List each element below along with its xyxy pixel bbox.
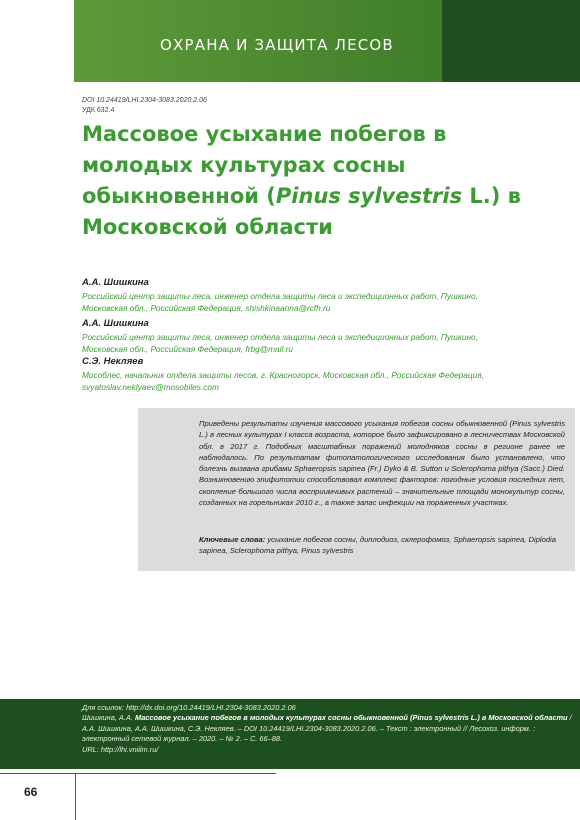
section-title: ОХРАНА И ЗАЩИТА ЛЕСОВ [160, 36, 394, 54]
citation-doi-link[interactable]: Для ссылок: http://dx.doi.org/10.24419/LHI.2304-3083.2020.2.06 [82, 703, 296, 712]
author-affiliation: Российский центр защиты леса, инженер отдела защиты леса и экспедиционных работ, Пушкино, Московская обл., Российская Федерация, shishkinaanna@rcfh.ru [82, 291, 478, 313]
keywords [199, 534, 565, 557]
author-name: А.А. Шишкина [82, 277, 149, 288]
udk-line: УДК 632.4 [82, 107, 115, 114]
header-band [0, 0, 580, 82]
doi-line: DOI 10.24419/LHI.2304-3083.2020.2.06 [82, 97, 207, 104]
author-affiliation: Мособлес, начальник отдела защиты лесов, г. Красногорск, Московская обл., Российская Федерация, svyatoslav.neklyaev@mosobiles.com [82, 370, 485, 392]
page-number: 66 [24, 785, 38, 799]
citation-title: Массовое усыхание побегов в молодых культурах сосны обыкновенной (Pinus sylvestris L.) в Московской области [134, 713, 568, 723]
title-italic-species: Pinus sylvestris [275, 184, 463, 208]
author-name: С.Э. Некляев [82, 356, 144, 367]
citation-authors: Шишкина, А.А. [82, 713, 135, 723]
author-name: А.А. Шишкина [82, 318, 149, 329]
keywords-label: Ключевые слова: [199, 535, 266, 544]
footer-rule [0, 773, 276, 774]
citation-reference [82, 713, 572, 744]
footer-divider [75, 773, 76, 820]
article-title [82, 119, 522, 243]
abstract-text: Приведены результаты изучения массового усыхания побегов сосны обыкновенной (Pinus sylvestris L.) в лесных культурах I класса возраста, которое было зафиксировано в лесничествах Московской обл. в 2017 г. Подобных масштабных поражений молодняков сосны в регионе ранее не наблюдалось. По результатам фитопатологического исследования было установлено, что болезнь вызвана грибами Sphaeropsis sapinea (Fr.) Dyko & B. Sutton и Sclerophoma pithya (Sacc.) Died. Возникновению эпифитотии способствовал комплекс факторов: погодные условия последних лет, скопление большого числа восприимчивых растений – значительные площади монокультур сосны, созданных на горельниках 2010 г., а также запас инфекции на пораженных участках. [199, 419, 565, 508]
keywords-text: усыхание побегов сосны, диплодиоз, склерофомоз, Sphaeropsis sapinea, Diplodia sapinea, Sclerophoma pithya, Pinus sylvestris [199, 535, 556, 556]
citation-url-link[interactable]: URL: http://lhi.vniilm.ru/ [82, 744, 159, 754]
author-affiliation: Российский центр защиты леса, инженер отдела защиты леса и экспедиционных работ, Пушкино, Московская обл., Российская Федерация, frbg@mail.ru [82, 332, 478, 354]
citation-rest: / А.А. Шишкина, А.А. Шишкина, С.Э. Некляев. – DOI 10.24419/LHI.2304-3083.2020.2.06. – Текст : электронный // Лесохоз. информ. : электронный сетевой журнал. – 2020. – № 2. – С. 66–88. [82, 713, 572, 744]
citation-text [82, 703, 572, 755]
title-part-2: L.) в Московской области [82, 184, 521, 239]
title-part-1: Массовое усыхание побегов в молодых культурах сосны обыкновенной ( [82, 122, 447, 208]
header-dark-block [442, 0, 580, 82]
